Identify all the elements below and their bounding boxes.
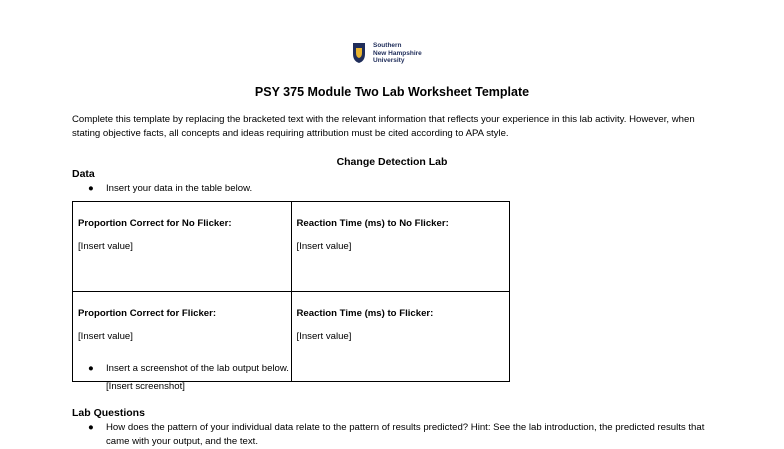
data-heading: Data (72, 168, 95, 180)
document-title: PSY 375 Module Two Lab Worksheet Template (254, 85, 530, 99)
cell-value[interactable]: [Insert value] (296, 331, 352, 342)
bullet-icon: ● (88, 363, 94, 374)
section-title: Change Detection Lab (336, 156, 448, 168)
table-cell[interactable] (73, 202, 292, 292)
intro-paragraph: Complete this template by replacing the bracketed text with the relevant information that reflects your experience in this lab activity. However, when stating objective facts, all concepts and ideas requiring attribution must be cited according to APA style. (72, 114, 695, 139)
cell-label: Proportion Correct for No Flicker: (78, 218, 232, 229)
cell-value[interactable]: [Insert value] (78, 331, 133, 342)
university-logo (352, 42, 422, 65)
question-1-text: How does the pattern of your individual data relate to the pattern of results predicted? Hint: See the lab introduction, the predicted results that came with your output, and the text. (106, 422, 705, 447)
cell-value[interactable]: [Insert value] (296, 241, 352, 252)
logo-text: Southern New Hampshire University (373, 42, 422, 64)
table-cell[interactable] (291, 292, 510, 382)
screenshot-bullet-text: Insert a screenshot of the lab output below. (106, 363, 289, 374)
bullet-icon: ● (88, 183, 94, 194)
lab-questions-heading: Lab Questions (72, 407, 145, 419)
shield-icon (352, 42, 366, 64)
cell-label: Reaction Time (ms) to No Flicker: (296, 218, 449, 229)
table-cell[interactable] (291, 202, 510, 292)
table-row (73, 202, 510, 292)
data-bullet-text: Insert your data in the table below. (106, 183, 253, 194)
bullet-icon: ● (88, 422, 94, 433)
screenshot-placeholder[interactable]: [Insert screenshot] (106, 381, 185, 392)
cell-label: Reaction Time (ms) to Flicker: (296, 308, 434, 319)
data-table (72, 201, 510, 382)
cell-label: Proportion Correct for Flicker: (78, 308, 217, 319)
cell-value[interactable]: [Insert value] (78, 241, 133, 252)
